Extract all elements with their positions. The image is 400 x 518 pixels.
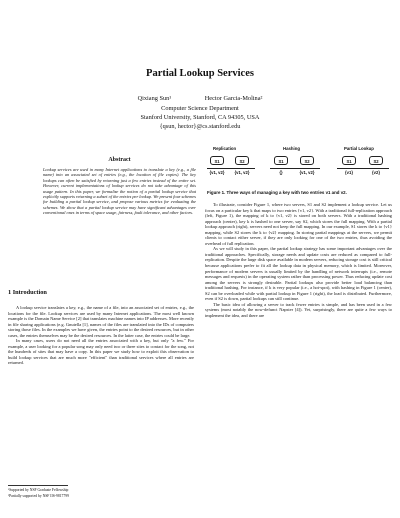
paragraph: To illustrate, consider Figure 1, where two servers, S1 and S2 implement a lookup service. Let us focus on a particular key k that maps to two entries {v1, v2}. With a traditional full-replication approach (left, Figure 1), the mapping of k to {v1, v2} is stored on both servers. With a traditional hashing approach (center), key k is hashed to one server, say S2, which stores the full mapping. With a partial lookup approach (right), servers need not keep the full mapping. In our example, S1 stores the k to {v1} mapping, while S2 stores the k to {v2} mapping. In storing partial mappings at the servers, we permit clients to contact either server, if they are only looking for one of the two entries, thus avoiding the overhead of full replication. xyxy=(205,202,392,246)
paragraph: The basic idea of allowing a server to track fewer entries is simple, and has been used in a few systems (most notably the now-defunct Napster [4]). Yet, surprisingly, there are quite a few ways to implement the idea, and there are xyxy=(205,301,392,318)
server-node: S1 xyxy=(210,156,224,165)
figure-group-label: Hashing xyxy=(283,146,300,151)
section-heading: 1 Introduction xyxy=(8,289,47,296)
paragraph: As we will study in this paper, the partial lookup strategy has some important advantages over the traditional approaches. Specifically, storage needs and update costs are reduced as compared to full-replication. Despite the large disk space available in modern servers, reducing storage cost is still critical because applications prefer to fit all the lookup data in physical memory, which is limited. Moreover, performance of modern servers is usually limited by the handling of network interrupts (i.e., remote messages and requests) in the operating system rather than processing power. Thus reducing update cost among the servers is strongly desirable. Partial lookups also provide better load balancing than traditional hashing. For instance, if k is very popular (i.e., a hot-spot), with hashing in Figure 1 (center), S2 can be overloaded while with partial lookup in Figure 1 (right), the load is distributed. Furthermore, even if S2 is down, partial lookups can still continue. xyxy=(205,246,392,302)
server-node: S1 xyxy=(342,156,356,165)
server-entries: {} xyxy=(279,170,283,175)
left-column-body xyxy=(8,305,194,366)
server-entries: {v1} xyxy=(345,170,353,175)
abstract-text: Lookup services are used in many Internet applications to translate a key (e.g., a file name) into an associated set of entries (e.g., the location of file copies). The key lookups can often be satisfied by returning just a few entries instead of the entire set. However, current implementations of lookup services do not take advantage of this usage pattern. In this paper, we formalize the notion of a partial lookup service that explicitly supports returning a subset of the entries per lookup. We present four schemes for building a partial lookup service, and propose various metrics for evaluating the schemes. We show that a partial lookup service may have significant advantages over conventional ones in terms of space usage, fairness, fault tolerance, and other factors. xyxy=(43,167,196,216)
figure-group-label: Partial Lookup xyxy=(344,146,374,151)
right-column-body xyxy=(205,202,392,318)
server-entries: {v2} xyxy=(372,170,380,175)
figure-1 xyxy=(207,146,392,196)
server-node: S2 xyxy=(235,156,249,165)
author-list xyxy=(0,95,400,102)
footnote-rule xyxy=(8,485,68,486)
affiliation-email: {qsun, hector}@cs.stanford.edu xyxy=(159,123,241,130)
paragraph: A lookup service translates a key, e.g., the name of a file, into an associated set of entries, e.g., the locations for the file. Lookup services are used by many Internet applications. The most well known example is the Domain Name Service [2] that translates machine names into IP addresses. More recently in file sharing applications (e.g. Gnutella [1], names of the files are translated into the IDs of computers storing those files. In the examples we have given, the entries point to the desired resources, but in other cases, the entries themselves may be the desired resources. In the latter case, the entries could be large. xyxy=(8,305,194,338)
figure-group-label: Replication xyxy=(213,146,237,151)
figure-caption: Figure 1. Three ways of managing a key with two entries v1 and v2. xyxy=(207,190,347,195)
footnote-2: ²Partially supported by NSF IIS-9817799 xyxy=(8,494,69,498)
abstract-heading: Abstract xyxy=(108,157,131,163)
footnote-1: ¹Supported by NSF Graduate Fellowship xyxy=(8,488,69,492)
paper-title: Partial Lookup Services xyxy=(146,68,254,79)
figure-rule xyxy=(207,168,255,169)
server-node: S1 xyxy=(274,156,288,165)
author-1: Qixiang Sun¹ xyxy=(137,95,172,102)
server-entries: {v1, v2} xyxy=(299,170,315,175)
server-node: S2 xyxy=(300,156,314,165)
figure-rule xyxy=(270,168,320,169)
server-entries: {v1, v2} xyxy=(209,170,225,175)
server-entries: {v1, v2} xyxy=(234,170,250,175)
figure-rule xyxy=(337,168,389,169)
author-2: Hector Garcia-Molina² xyxy=(204,95,263,102)
affiliation-dept: Computer Science Department xyxy=(161,105,239,112)
affiliation-address: Stanford University, Stanford, CA 94305, USA xyxy=(140,114,260,121)
server-node: S2 xyxy=(369,156,383,165)
paragraph: In many cases, users do not need all the entries associated with a key, but only "a few." For example, a user looking for a popular song may only need two or three sites to contact for the song, not the hundreds of sites that may have a copy. In this paper we study how to exploit this observation to build lookup services that are much more "efficient" than traditional services where all entries are returned. xyxy=(8,338,194,366)
